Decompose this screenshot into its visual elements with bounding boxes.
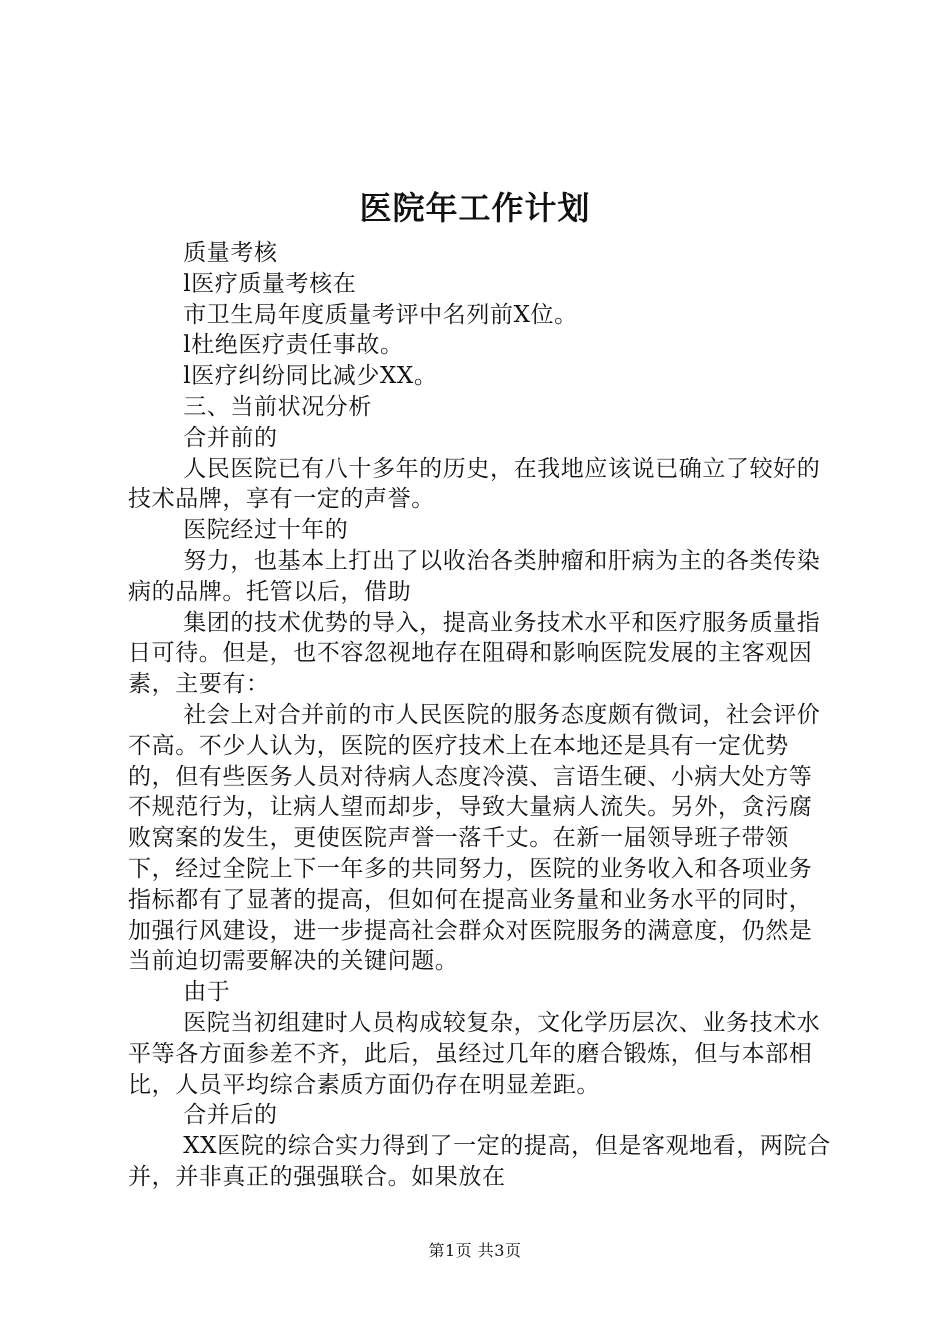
paragraph: 社会上对合并前的市人民医院的服务态度颇有微词，社会评价不高。不少人认为，医院的医疗技术上在本地还是具有一定优势的，但有些医务人员对待病人态度冷漠、言语生硬、小病大处方等不规范行为，让病人望而却步，导致大量病人流失。另外，贪污腐败窝案的发生，更使医院声誉一落千丈。在新一届领导班子带领下，经过全院上下一年多的共同努力，医院的业务收入和各项业务指标都有了显著的提高，但如何在提高业务量和业务水平的同时，加强行风建设，进一步提高社会群众对医院服务的满意度，仍然是当前迫切需要解决的关键问题。 xyxy=(128,701,821,975)
paragraph: 集团的技术优势的导入，提高业务技术水平和医疗服务质量指日可待。但是，也不容忽视地存在阻碍和影响医院发展的主客观因素，主要有： xyxy=(128,609,821,698)
paragraph: l医疗质量考核在 xyxy=(183,270,357,297)
paragraph: XX医院的综合实力得到了一定的提高，但是客观地看，两院合并，并非真正的强强联合。如果放在 xyxy=(128,1133,831,1190)
paragraph: 合并后的 xyxy=(183,1102,278,1129)
paragraph: l医疗纠纷同比减少XX。 xyxy=(183,363,438,390)
paragraph: 由于 xyxy=(183,979,231,1006)
paragraph: l杜绝医疗责任事故。 xyxy=(183,332,404,359)
page-number-footer: 第1页 共3页 xyxy=(428,1241,522,1260)
paragraph: 医院经过十年的 xyxy=(183,517,349,544)
paragraph: 三、当前状况分析 xyxy=(183,393,372,420)
paragraph: 医院当初组建时人员构成较复杂，文化学历层次、业务技术水平等各方面参差不齐，此后，虽经过几年的磨合锻炼，但与本部相比，人员平均综合素质方面仍存在明显差距。 xyxy=(128,1009,821,1098)
document-title: 医院年工作计划 xyxy=(359,189,591,227)
paragraph: 人民医院已有八十多年的历史，在我地应该说已确立了较好的技术品牌，享有一定的声誉。 xyxy=(128,455,821,513)
paragraph: 质量考核 xyxy=(183,240,278,266)
paragraph: 市卫生局年度质量考评中名列前X位。 xyxy=(183,301,578,328)
paragraph: 努力，也基本上打出了以收治各类肿瘤和肝病为主的各类传染病的品牌。托管以后，借助 xyxy=(128,547,821,605)
document-body xyxy=(128,238,832,1193)
paragraph: 合并前的 xyxy=(183,424,278,451)
